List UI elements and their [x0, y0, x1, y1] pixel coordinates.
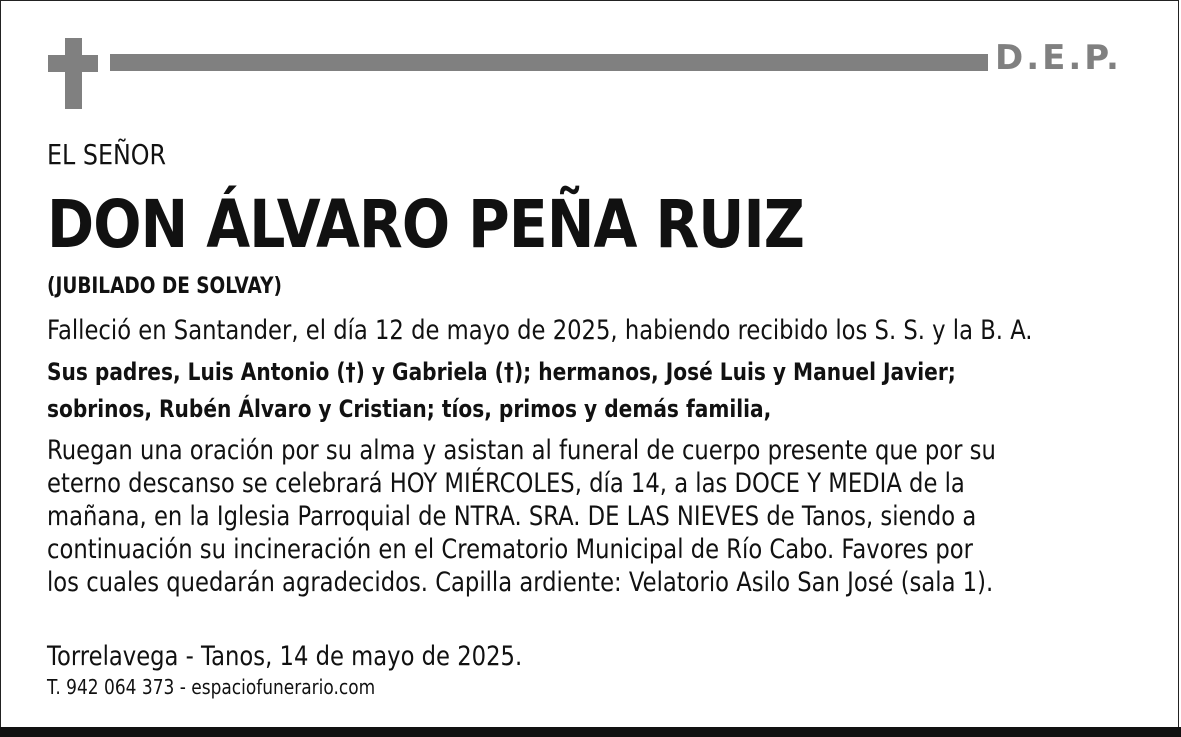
request-line: eterno descanso se celebrará HOY MIÉRCOLES, día 14, a las DOCE Y MEDIA de la [47, 468, 965, 499]
contact-line: T. 942 064 373 - espaciofunerario.com [47, 675, 376, 699]
honorific: EL SEÑOR [47, 138, 167, 171]
bottom-rule [0, 727, 1181, 737]
family-line: Sus padres, Luis Antonio (†) y Gabriela (†); hermanos, José Luis y Manuel Javier; [47, 358, 956, 386]
funeral-request [47, 434, 996, 599]
header-rule [110, 54, 988, 71]
place-and-date: Torrelavega - Tanos, 14 de mayo de 2025. [47, 641, 523, 672]
deceased-name: DON ÁLVARO PEÑA RUIZ [47, 186, 805, 263]
family-line: sobrinos, Rubén Álvaro y Cristian; tíos, primos y demás familia, [47, 395, 772, 423]
family-list [47, 354, 956, 428]
death-statement: Falleció en Santander, el día 12 de mayo de 2025, habiendo recibido los S. S. y la B. A. [47, 315, 1033, 346]
dep-label: D.E.P. [995, 38, 1122, 78]
request-line: mañana, en la Iglesia Parroquial de NTRA. SRA. DE LAS NIEVES de Tanos, siendo a [47, 501, 977, 532]
deceased-occupation: (JUBILADO DE SOLVAY) [47, 274, 282, 299]
request-line: Ruegan una oración por su alma y asistan al funeral de cuerpo presente que por su [47, 435, 996, 466]
request-line: los cuales quedarán agradecidos. Capilla ardiente: Velatorio Asilo San José (sala 1). [47, 567, 994, 598]
latin-cross-icon [48, 38, 98, 109]
request-line: continuación su incineración en el Crematorio Municipal de Río Cabo. Favores por [47, 534, 973, 565]
